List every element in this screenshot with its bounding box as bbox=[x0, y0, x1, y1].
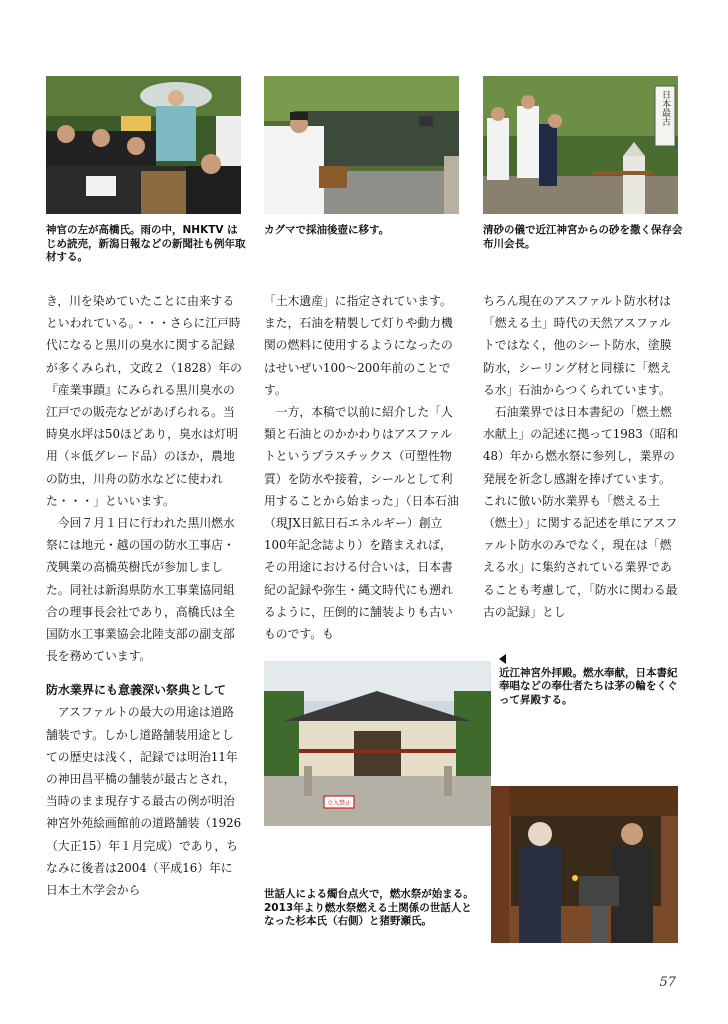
sign-text: 日本最古 bbox=[660, 90, 670, 126]
section-heading: 防水業界にも意義深い祭典として bbox=[46, 683, 227, 698]
photo-omi-shrine-hall bbox=[264, 661, 491, 826]
caption-photo2: カグマで採油後壺に移す。 bbox=[264, 224, 390, 236]
arrow-left-icon bbox=[499, 654, 506, 664]
photo-oil-collection-pond bbox=[264, 76, 459, 214]
text-column-3 bbox=[483, 290, 679, 623]
caption-text: 近江神宮外拝殿。燃水奉献，日本書紀奉唱などの奉仕者たちは茅の輪をくぐって昇殿する。 bbox=[499, 666, 678, 706]
paragraph: き，川を染めていたことに由来するといわれている。・・・さらに江戸時代になると黒川の臭水に関する記録が多くみられ，文政２（1828）年の『産業事蹟』にみられる黒川臭水の江戸での販売などがあげられる。当時臭水坪は50ほどあり，臭水は灯明用（＊低グレード品）のほか，農地の防虫，川舟の防水などに使われた・・・」といいます。 bbox=[46, 294, 242, 508]
text-column-2 bbox=[264, 290, 460, 645]
page-number: 57 bbox=[659, 975, 676, 990]
photo-candle-lighting bbox=[491, 786, 678, 943]
photo-shinto-priests-ceremony bbox=[46, 76, 241, 214]
text-column-1 bbox=[46, 290, 242, 901]
paragraph: 今回７月１日に行われた黒川燃水祭には地元・越の国の防水工事店・茂興業の高橋英樹氏が参加しました。同社は新潟県防水工事業協同組合の理事長会社であり，高橋氏は全国防水工事業協会北陸支部の副支部長を務めています。 bbox=[46, 516, 235, 664]
sign-text: 立入禁止 bbox=[326, 800, 352, 807]
paragraph: アスファルトの最大の用途は道路舗装です。しかし道路舗装用途としての歴史は浅く，記録では明治11年の神田昌平橋の舗装が最古とされ，当時のまま現存する最古の例が明治神宮外苑絵画館前の道路舗装（1926（大正15）年１月完成）であり，ちなみに後者は2004（平成16）年に日本土木学会から bbox=[46, 705, 242, 898]
paragraph: 一方，本稿で以前に紹介した「人類と石油とのかかわりはアスファルトというプラスチックス（可塑性物質）を防水や接着，シールとして利用することから始まった」（日本石油（現JX日鉱日石エネルギー）創立100年記念誌より）を踏まえれば，その用途における付合いは，日本書紀の記録や弥生・縄文時代にも遡れるように，圧倒的に舗装よりも古いものです。も bbox=[264, 405, 459, 642]
paragraph: 「土木遺産」に指定されています。また，石油を精製して灯りや動力機関の燃料に使用するようになったのはせいぜい100～200年前のことです。 bbox=[264, 294, 453, 397]
photo-sand-ceremony bbox=[483, 76, 678, 214]
caption-photo4 bbox=[499, 653, 681, 707]
caption-photo1: 神官の左が高橋氏。雨の中，NHKTV はじめ読売，新潟日報などの新聞社も例年取材する。 bbox=[46, 224, 246, 263]
caption-photo5: 世話人による燭台点火で，燃水祭が始まる。2013年より燃水祭燃える土関係の世話人となった杉本氏（右側）と猪野瀬氏。 bbox=[264, 888, 474, 927]
paragraph: 石油業界では日本書紀の「燃土燃水献上」の記述に拠って1983（昭和48）年から燃水祭に参列し，業界の発展を祈念し感謝を捧げています。これに倣い防水業界も「燃える土（燃土）」に関する記述を単にアスファルト防水のみでなく，現在は「燃える水」に集約されている業界であることも考慮して，「防水に関わる最古の記録」とし bbox=[483, 405, 679, 619]
paragraph: ちろん現在のアスファルト防水材は「燃える土」時代の天然アスファルトではなく，他のシート防水，塗膜防水，シーリング材と同様に「燃える水」石油からつくられています。 bbox=[483, 294, 672, 397]
caption-photo3: 清砂の儀で近江神宮からの砂を撒く保存会布川会長。 bbox=[483, 224, 683, 250]
